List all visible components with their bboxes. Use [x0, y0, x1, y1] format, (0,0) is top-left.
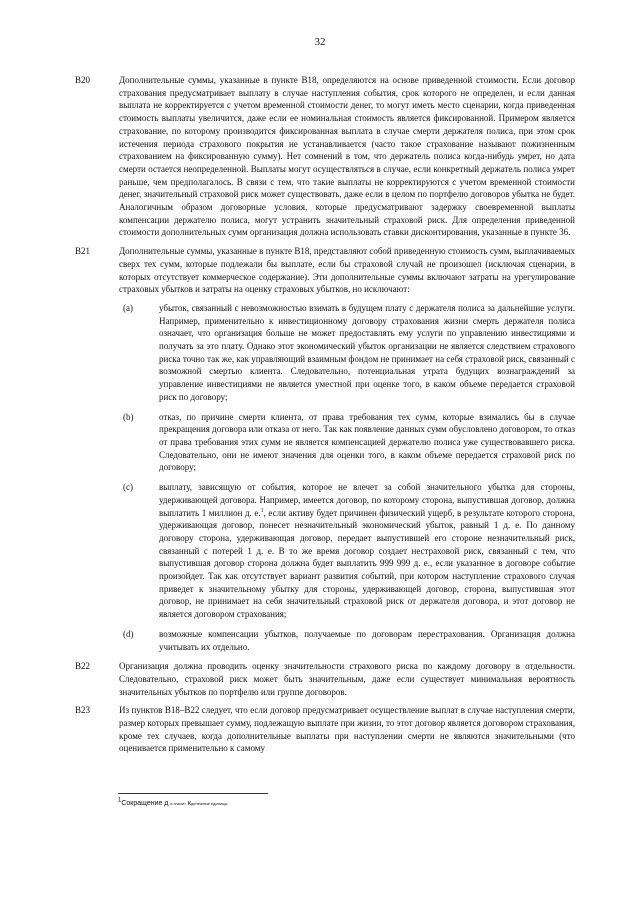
paragraph-text: Дополнительные суммы, указанные в пункте B18, представляют собой приведенную стоимость сумм, выплачиваемых сверх тех сумм, которые подлежали бы выплате, если бы страховой случай не произошел (исключая сценарии, в которых отсутствует коммерческое содержание). Эти дополнительные суммы включают затраты на урегулирование страховых убытков и затраты на оценку страховых убытков, но исключают: [119, 246, 575, 295]
footnote-divider [118, 793, 268, 794]
list-item-text-part: , если активу будет причинен физический ущерб, в результате которого сторона, удерживающая договор, понесет незначительный экономический убыток, равный 1 д. е. По данному договору сторона, удерживающая договор, передает выпустившей его стороне незначительный риск, связанный с потерей 1 д. е. В то же время договор создает нестраховой риск, связанный с тем, что выпустившая договор сторона должна будет выплатить 999 999 д. е., если указанное в договоре событие произойдет. Так как отсутствует вариант развития событий, при котором наступление страхового случая приведет к значительному убытку для стороны, удерживающей договор, сторона, выпустившая этот договор, не принимает на себя значительный страховой риск от держателя договора, и этот договор не является договором страхования; [159, 507, 575, 620]
list-item-c [119, 481, 575, 621]
exclusions-list [119, 302, 575, 653]
list-item-text: возможные компенсации убытков, получаемые по договорам перестрахования. Организация должна учитывать их отдельно. [159, 628, 575, 652]
list-item-text: отказ, по причине смерти клиента, от права требования тех сумм, которые взимались бы в случае прекращения договора или отказа от него. Так как появление данных сумм обусловлено договором, то отказ от права требования этих сумм не является компенсацией держателю полиса уже существовавшего риска. Следовательно, они не имеют значения для оценки того, в каком объеме передается страховой риск по договору; [159, 411, 575, 473]
list-item-label: (d) [123, 628, 134, 639]
footnote [118, 799, 228, 809]
document-body [75, 74, 575, 761]
footnote-text-small: денежные единицы. [190, 801, 229, 806]
list-item-text [159, 481, 575, 621]
list-item-text: убыток, связанный с невозможностью взимать в будущем плату с держателя полиса за дальнейшие услуги. Например, применительно к инвестиционному договору страхования жизни смерть держателя полиса означает, что организация больше не может предоставлять ему услуги по управлению инвестициями и получать за это плату. Однако этот экономический убыток организации не является следствием страхового риска точно так же, как управляющий взаимным фондом не принимает на себя страховой риск, связанный с возможной смертью клиента. Следовательно, потенциальная утрата будущих вознаграждений за управление инвестициями не является уместной при оценке того, в каком объеме передается страховой риск по договору; [159, 302, 575, 402]
paragraph-number: B20 [75, 75, 91, 85]
paragraph-text: Организация должна проводить оценку значительности страхового риска по каждому договору в отдельности. Следовательно, страховой риск может быть значительным, даже если существует минимальная вероятность значительных убытков по портфелю или группе договоров. [119, 661, 575, 697]
paragraph-b21 [75, 245, 575, 653]
footnote-text: к [187, 800, 191, 807]
footnote-mark: 1 [118, 797, 122, 804]
paragraph-number: B23 [75, 705, 91, 716]
paragraph-number: B22 [75, 661, 91, 672]
footnote-text: Сокращение д [121, 800, 169, 807]
list-item-text-part: выплату, зависящую от события, которое не влечет за собой значительного убытка для стороны, удерживающей договора. Например, имеется договор, по которому сторона, выпустившая договор, должна выплатить 1 миллион д. е. [159, 482, 575, 518]
list-item-label: (c) [123, 482, 133, 493]
list-item-b [119, 411, 575, 475]
list-item-a [119, 302, 575, 404]
footnote-text-small: в значит [170, 801, 186, 806]
paragraph-b20 [75, 74, 575, 239]
list-item-label: (a) [123, 302, 133, 313]
list-item-d [119, 628, 575, 653]
paragraph-text: Дополнительные суммы, указанные в пункте B18, определяются на основе приведенной стоимости. Если договор страхования предусматривает выплату в случае наступления события, срок которого не определен, и если данная выплата не корректируется с учетом временной стоимости денег, то могут иметь место сценарии, когда приведенная стоимость выплаты увеличится, даже если ее номинальная стоимость является фиксированной. Примером является страхование, по которому производится фиксированная выплата в случае смерти держателя полиса, при этом срок истечения периода страхового покрытия не устанавливается (часто такое страхование называют пожизненным страхованием на фиксированную сумму). Нет сомнений в том, что держатель полиса когда-нибудь умрет, но дата смерти остается неопределенной. Выплаты могут осуществляться в случае, если конкретный держатель полиса умрет раньше, чем предполагалось. В связи с тем, что такие выплаты не корректируются с учетом временной стоимости денег, значительный страховой риск может существовать, даже если в целом по портфелю договоров убытка не будет. Аналогичным образом договорные условия, которые предусматривают задержку своевременной выплаты компенсации держателю полиса, могут устранить значительный страховой риск. Для определения приведенной стоимости дополнительных сумм организация должна использовать ставки дисконтирования, указанные в пункте 36. [119, 75, 575, 238]
footnote-reference[interactable]: 1 [260, 507, 264, 514]
paragraph-text: Из пунктов B18–B22 следует, что если договор предусматривает осуществление выплат в случае наступления смерти, размер которых превышает сумму, подлежащую выплате при жизни, то этот договор является договором страхования, кроме тех случаев, когда дополнительные выплаты при наступлении смерти не являются значительными (что оценивается применительно к самому [119, 705, 575, 754]
list-item-label: (b) [123, 411, 134, 422]
paragraph-b22 [75, 660, 575, 698]
paragraph-b23 [75, 704, 575, 755]
page-number: 32 [314, 36, 326, 48]
paragraph-number: B21 [75, 246, 91, 257]
